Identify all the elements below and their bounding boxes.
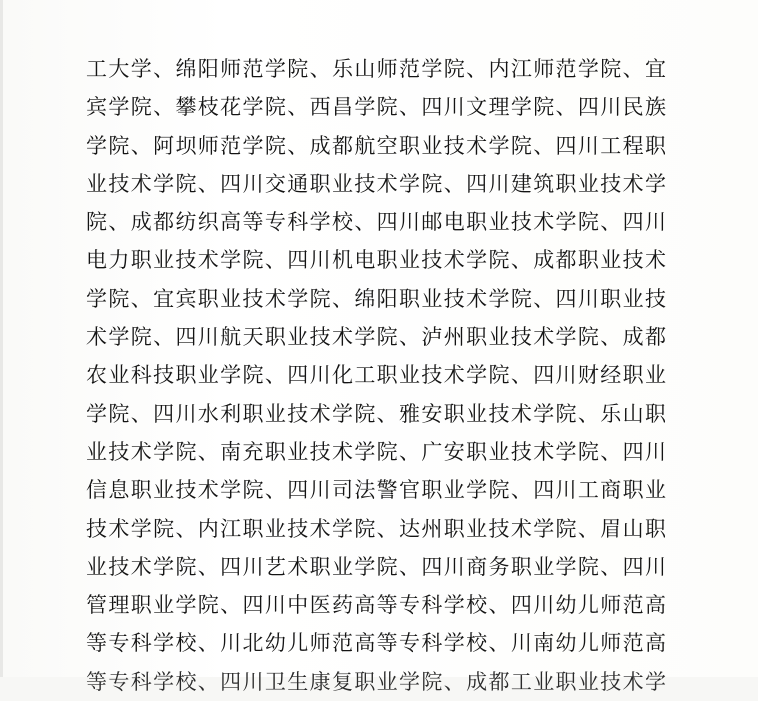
text-line: 学院、宜宾职业技术学院、绵阳职业技术学院、四川职业技 [86, 286, 666, 311]
text-line: 业技术学院、四川交通职业技术学院、四川建筑职业技术学 [86, 171, 666, 196]
text-line: 术学院、四川航天职业技术学院、泸州职业技术学院、成都 [86, 325, 666, 350]
text-line: 学院、阿坝师范学院、成都航空职业技术学院、四川工程职 [86, 133, 666, 158]
text-line: 农业科技职业学院、四川化工职业技术学院、四川财经职业 [86, 363, 666, 388]
text-line: 学院、四川水利职业技术学院、雅安职业技术学院、乐山职 [86, 401, 666, 426]
scan-edge [0, 0, 3, 677]
text-line: 管理职业学院、四川中医药高等专科学校、四川幼儿师范高 [86, 593, 666, 618]
text-line: 电力职业技术学院、四川机电职业技术学院、成都职业技术 [86, 248, 666, 273]
text-line: 业技术学院、四川艺术职业学院、四川商务职业学院、四川 [86, 554, 666, 579]
text-line: 工大学、绵阳师范学院、乐山师范学院、内江师范学院、宜 [86, 57, 666, 81]
body-text [86, 50, 666, 701]
text-line: 宾学院、攀枝花学院、西昌学院、四川文理学院、四川民族 [86, 95, 666, 120]
text-line-partial: 等专科学校、四川卫生康复职业学院、成都工业职业技术学 [86, 669, 666, 694]
text-line: 等专科学校、川北幼儿师范高等专科学校、川南幼儿师范高 [86, 631, 666, 656]
text-line: 业技术学院、南充职业技术学院、广安职业技术学院、四川 [86, 439, 666, 464]
text-line: 院、成都纺织高等专科学校、四川邮电职业技术学院、四川 [86, 210, 666, 235]
text-line: 技术学院、内江职业技术学院、达州职业技术学院、眉山职 [86, 516, 666, 541]
text-line: 信息职业技术学院、四川司法警官职业学院、四川工商职业 [86, 478, 666, 503]
